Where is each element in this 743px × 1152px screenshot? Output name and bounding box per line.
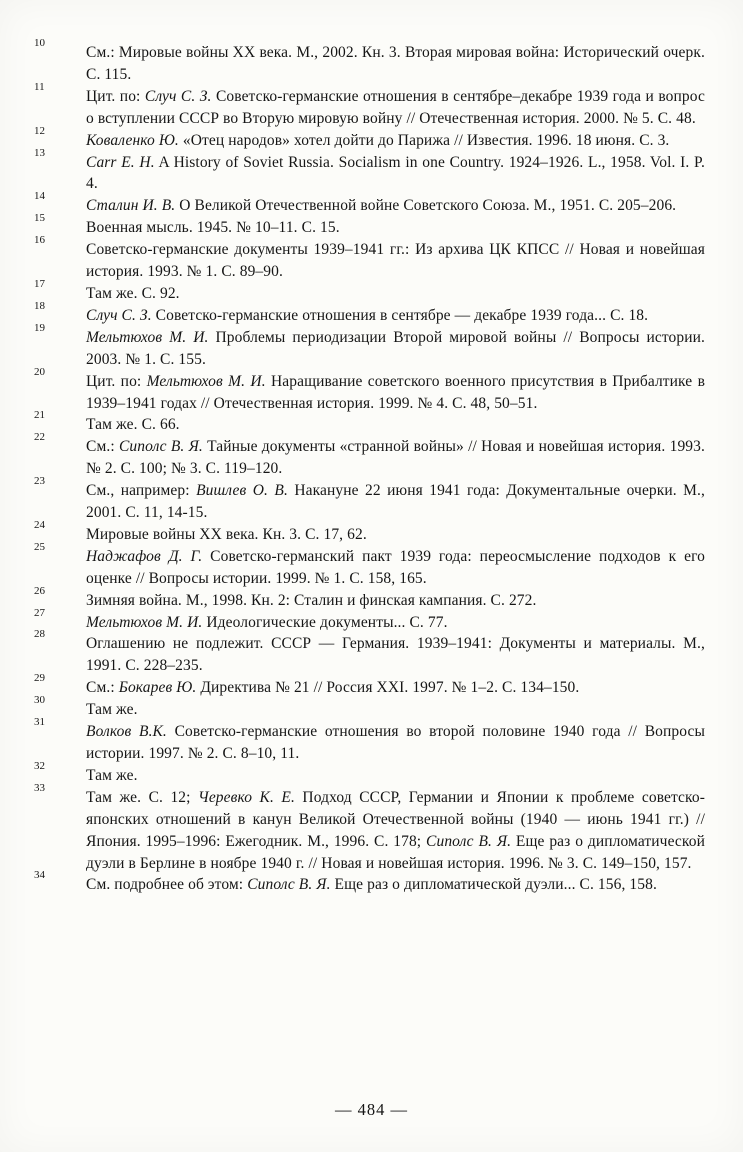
footnote-text: Советско-германские отношения во второй половине 1940 года // Вопросы истории. 1997. № 2. С. 8–10, 11. [86,723,705,762]
footnote-number: 33 [34,781,45,794]
footnote-text: Там же. С. 12; [86,788,199,806]
footnote-entry [34,781,705,875]
footnote-number: 24 [34,518,45,531]
footnote-number: 11 [34,80,45,93]
footnote-text: Зимняя война. М., 1998. Кн. 2: Сталин и финская кампания. С. 272. [86,591,537,609]
footnotes-list [34,37,706,896]
footnote-text: Оглашению не подлежит. СССР — Германия. 1939–1941: Документы и материалы. М., 1991. С. 228–235. [86,635,705,675]
footnote-text: Еще раз о дипломатической дуэли... С. 156, 158. [330,876,657,894]
author-name: Волков В.К. [86,723,167,741]
footnote-entry [34,409,705,436]
footnote-number: 29 [34,672,45,685]
footnote-entry [34,431,705,480]
author-name: Случ С. З. [144,87,212,105]
author-name: Сиполс В. Я. [426,832,512,850]
author-name: Наджафов Д. Г. [86,547,203,565]
footnote-number: 22 [34,431,45,444]
footnote-text: Цит. по: [86,372,147,390]
footnote-text: Советско-германский пакт 1939 года: переосмысление подходов к его оценке // Вопросы истории. 1999. № 1. С. 158, 165. [86,547,705,587]
footnote-entry [34,606,705,634]
footnote-entry [34,716,705,765]
footnote-entry [34,299,705,327]
footnote-number: 12 [34,124,45,137]
footnote-entry [34,628,705,677]
footnote-text: Там же. [86,701,138,719]
author-name: Сталин И. В. [86,197,176,215]
footnote-text: Накануне 22 июня 1941 года: Документальные очерки. М., 2001. С. 11, 14-15. [86,482,706,522]
footnote-entry [34,584,705,612]
footnote-text: См.: [86,438,119,456]
footnote-entry [34,234,705,283]
footnote-text: Там же. С. 66. [86,416,180,434]
footnote-text: См. подробнее об этом: [86,876,248,894]
footnote-entry [34,277,705,305]
footnote-text: A History of Soviet Russia. Socialism in one Country. 1924–1926. L., 1958. Vol. I. P. 4. [86,153,705,193]
footnote-number: 20 [34,365,45,378]
footnote-entry [34,869,705,896]
author-name: Мельтюхов М. И. [86,613,203,631]
author-name: Вишлев О. В. [196,482,288,500]
author-name: Мельтюхов М. И. [86,328,209,346]
footnote-number: 10 [34,37,45,49]
footnote-entry [34,694,705,721]
footnote-entry [34,672,705,699]
footnote-number: 14 [34,190,45,203]
author-name: Случ С. З. [86,306,152,324]
footnote-entry [34,475,706,524]
footnote-entry [34,124,705,152]
footnote-text: О Великой Отечественной войне Советского Союза. М., 1951. С. 205–206. [175,197,677,215]
footnote-entry [34,212,705,239]
footnote-number: 18 [34,299,45,312]
footnote-text: См.: [86,679,119,697]
footnote-text: Советско-германские отношения в сентябре–декабре 1939 года и вопрос о вступлении СССР во Вторую мировую войну // Отечественная история. 2000. № 5. С. 48. [86,87,705,127]
footnote-entry [34,540,705,590]
footnote-number: 30 [34,694,45,707]
footnote-text: Директива № 21 // Россия XXI. 1997. № 1–2. С. 134–150. [196,679,580,697]
footnote-text: Идеологические документы... С. 77. [202,613,448,631]
footnote-number: 32 [34,759,45,772]
footnote-entry [34,518,705,546]
footnote-text: Там же. [86,766,138,784]
page-number: — 484 — [335,1100,408,1119]
author-name: Мельтюхов М. И. [146,372,266,390]
footnote-text: Еще раз о дипломатической дуэли в Берлине в ноябре 1940 г. // Новая и новейшая история. 1996. № 3. С. 149–150, 157. [86,832,705,872]
footnote-text: Военная мысль. 1945. № 10–11. С. 15. [86,219,340,237]
footnote-text: Советско-германские отношения в сентябре — декабре 1939 года... С. 18. [151,306,649,324]
author-name: Сиполс В. Я. [247,876,331,894]
footnote-number: 23 [34,475,45,488]
author-name: Сиполс В. Я. [118,438,203,456]
footnote-entry [34,759,705,787]
footnote-number: 16 [34,234,45,247]
footnote-text: Советско-германские документы 1939–1941 гг.: Из архива ЦК КПСС // Новая и новейшая история. 1993. № 1. С. 89–90. [86,241,705,281]
footnote-text: Проблемы периодизации Второй мировой войны // Вопросы истории. 2003. № 1. С. 155. [86,328,705,368]
footnote-number: 21 [34,409,45,422]
footnote-number: 27 [34,606,45,619]
footnote-entry [34,365,705,415]
footnote-entry [34,190,705,217]
footnote-text: Подход СССР, Германии и Японии к проблеме советско-японских отношений в канун Великой Отечественной войны (1940 — июнь 1941 гг.) // Япония. 1995–1996: Ежегодник. М., 1996. С. 178; [86,788,705,850]
footnote-entry [34,146,705,196]
footnote-text: Там же. С. 92. [86,284,180,302]
footnote-entry [34,80,705,130]
footnote-text: Наращивание советского военного присутствия в Прибалтике в 1939–1941 годах // Отечественная история. 1999. № 4. С. 48, 50–51. [86,372,705,412]
footnote-number: 28 [34,628,45,641]
author-name: Carr E. H. [86,153,155,171]
footnote-number: 25 [34,540,45,553]
author-name: Бокарев Ю. [118,679,197,697]
footnote-text: «Отец народов» хотел дойти до Парижа // Известия. 1996. 18 июня. С. 3. [178,131,670,149]
footnote-text: Цит. по: [86,87,145,105]
footnote-number: 34 [34,869,45,882]
footnote-number: 31 [34,716,45,729]
author-name: Коваленко Ю. [86,131,179,149]
footnote-number: 17 [34,277,45,290]
footnote-text: См.: Мировые войны XX века. М., 2002. Кн. 3. Вторая мировая война: Исторический очерк. С. 115. [86,44,705,83]
footnote-text: Тайные документы «странной войны» // Новая и новейшая история. 1993. № 2. С. 100; № 3. С. 119–120. [86,438,705,478]
footnote-text: См., например: [86,482,197,500]
footnote-entry [34,321,705,371]
footnote-entry [34,37,705,86]
footnote-number: 26 [34,584,45,597]
footnote-number: 15 [34,212,45,225]
author-name: Черевко К. Е. [198,788,295,806]
footnote-number: 13 [34,146,45,159]
footnote-text: Мировые войны XX века. Кн. 3. С. 17, 62. [86,525,367,543]
footnote-number: 19 [34,321,45,334]
